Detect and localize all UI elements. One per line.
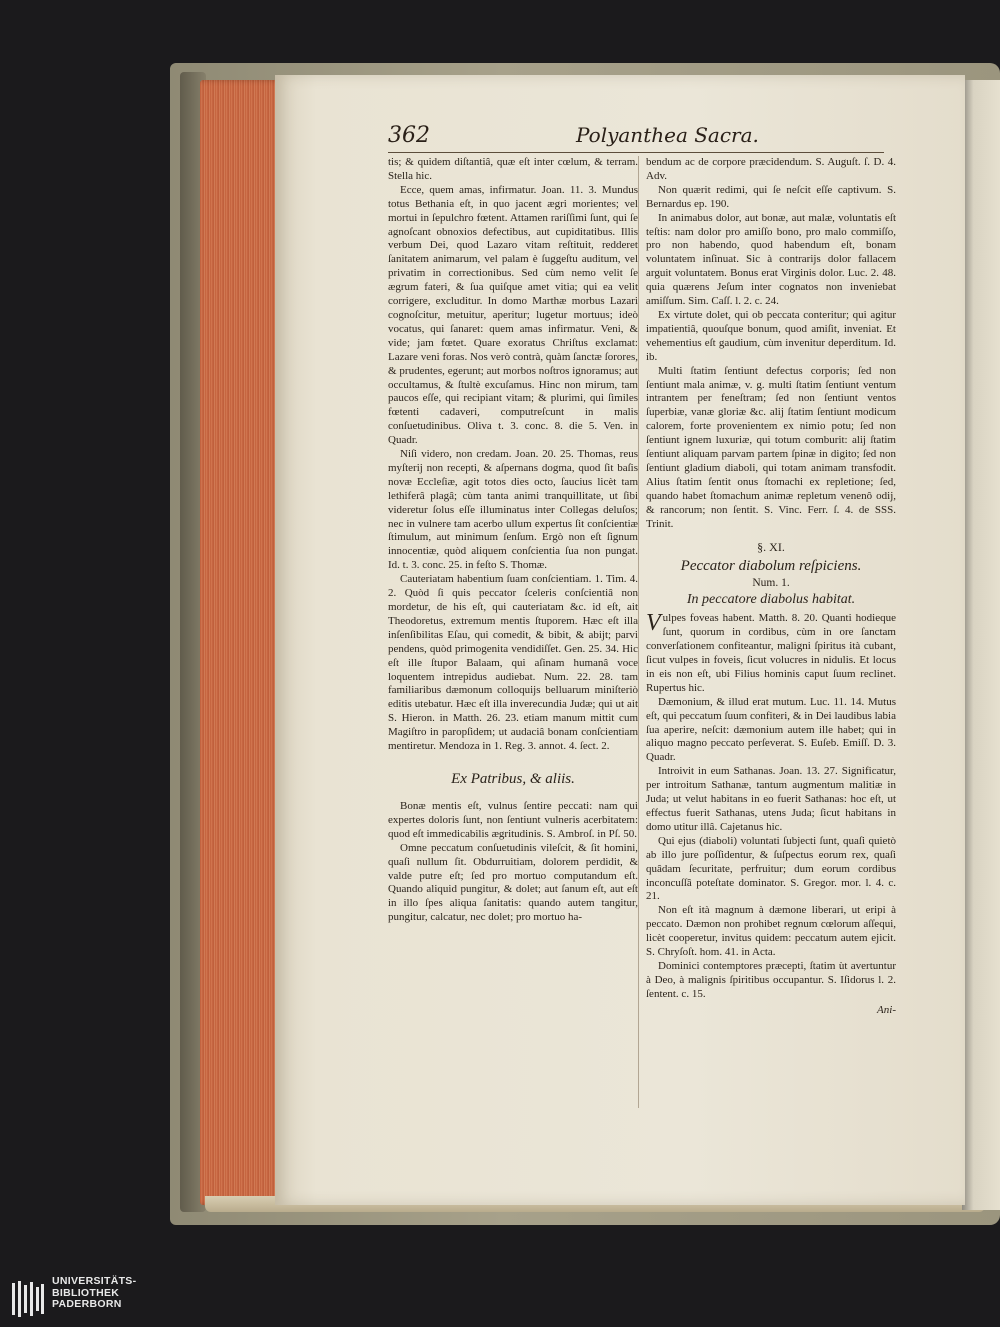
- logo-line: UNIVERSITÄTS-: [52, 1275, 137, 1287]
- paragraph: Cauteriatam habentium ſuam conſcientiam. 1. Tim. 4. 2. Quòd ſi quis peccator ſceleris conſcientiâ non mordetur, de his eſt, qui cauteriatam &c. id eſt, ait Theodoretus, extremum mentis ſtuporem. Hæc eſt illa inſenſibilitas Eſau, qui comedit, & bibit, & abijt; parvi pendens, quòd primogenita vendidiſſet. Gen. 25. 34. Hic eſt ille ſtupor Balaam, qui aſinam humanâ voce loquentem intrepidus audiebat. Num. 22. 28. tam familiaribus dæmonum colloquijs belluarum miniſteriò editis utebatur. Hæc eſt illa inverecundia Judæ; qui ut ait S. Hieron. in Matth. 26. 23. etiam manum mittit cum Magiſtro in paropſidem; ut audaciâ bonam conſcientiam mentiretur. Mendoza in 1. Reg. 3. annot. 4. ſect. 2.: [388, 573, 638, 753]
- section-title: Peccator diabolum reſpiciens.: [680, 558, 862, 575]
- logo-line: BIBLIOTHEK: [52, 1286, 120, 1299]
- left-column: [388, 156, 638, 925]
- section-number: §. XI.: [757, 540, 785, 555]
- right-column: [646, 156, 896, 1018]
- paragraph: In animabus dolor, aut bonæ, aut malæ, voluntatis eſt teſtis: nam dolor pro amiſſo bono, pro malo commiſſo, pro non habendo, quod habendum eſt, bonam voluntatem inſinuat. Sic à contrarijs dolor fallacem arguit voluntatem. Bonus erat Virginis dolor. Luc. 2. 48. quia quærens Jeſum inter cognatos non inveniebat amiſſum. Sim. Caſſ. l. 2. c. 24.: [646, 211, 896, 308]
- num-label: Num. 1.: [752, 577, 790, 590]
- paragraph: Non quærit redimi, qui ſe neſcit eſſe captivum. S. Bernardus ep. 190.: [646, 183, 896, 210]
- running-head: [388, 123, 884, 153]
- paragraph: Bonæ mentis eſt, vulnus ſentire peccati: nam qui expertes doloris ſunt, non ſentiunt vulneris acerbitatem: quod eſt immedicabilis ægritudinis. S. Ambroſ. in Pſ. 50.: [388, 799, 638, 840]
- library-logo-icon: [10, 1279, 46, 1319]
- paragraph: Multi ſtatim ſentiunt defectus corporis; ſed non ſentiunt mala animæ, v. g. multi ſtatim ſentiunt ventum intrantem per feneſtram; ſed non ſentiunt ventos ſuperbiæ, vanæ gloriæ &c. alij ſtatim ſentiunt modicum calorem, forte provenientem ex nimio potu; ſed non ſentiunt ignem luxuriæ, qui totum comburit: alij ſtatim ſentiunt aliquam parvam partem ſpinæ in digito; ſed non ſentiunt gladium diaboli, qui totam animam transfodit. Alius ſtatim ſentit onus ſtomachi ex repletione; ſed, quando habet ſtomachum animæ repletum venenô odij, & rancorum; non ſentit. S. Vinc. Ferr. ſ. 4. de SSS. Trinit.: [646, 364, 896, 530]
- paragraph: Dæmonium, & illud erat mutum. Luc. 11. 14. Mutus eſt, qui peccatum ſuum confiteri, & in Dei laudibus labia ſua aperire, neſcit: dæmonium autem ille habet; qui in aliquo magno peccato perſeverat. S. Euſeb. Emiſſ. D. 3. Quadr.: [646, 695, 896, 764]
- section-subtitle: In peccatore diabolus habitat.: [686, 592, 856, 608]
- header-rule: [388, 152, 884, 153]
- column-divider: [638, 156, 639, 1108]
- logo-line: PADERBORN: [52, 1298, 122, 1310]
- library-logo: [10, 1276, 170, 1324]
- catchword: Ani-: [877, 1003, 896, 1016]
- paragraph: tis; & quidem diſtantiâ, quæ eſt inter cœlum, & terram. Stella hic.: [388, 156, 638, 182]
- paragraph: Vulpes foveas habent. Matth. 8. 20. Quanti hodieque ſunt, quorum in cordibus, cùm in ore ſanctam converſationem confiteantur, maligni ſpiritus ità cubant, ſicut vulpes in foveis, ſicut volucres in nidulis. Et locus in eis non eſt, ubi Filius hominis caput ſuum reclinet. Rupertus hic.: [646, 610, 896, 694]
- section-heading: Ex Patribus, & aliis.: [451, 770, 575, 787]
- paragraph: Ex virtute dolet, qui ob peccata conteritur; qui agitur impatientiâ, quouſque bonum, quod amiſit, inveniat. Et vehementius eſt gaudium, cùm invenitur deperditum. Id. ib.: [646, 308, 896, 363]
- paragraph: Dominici contemptores præcepti, ſtatim ùt avertuntur à Deo, à malignis ſpiritibus occupantur. S. Iſidorus l. 2. ſentent. c. 15.: [646, 959, 896, 1000]
- paragraph: Omne peccatum conſuetudinis vileſcit, & ſit homini, quaſi nullum ſit. Obdurruitiam, dolorem perdidit, & valde putre eſt; ſed pro mortuo computandum eſt. Quando aliquid pungitur, & dolet; aut ſanum eſt, aut eſt in illo ſpes aliqua ſanitatis: quando autem tangitur, pungitur, calcatur, nec dolet; pro mortuo ha-: [388, 841, 638, 924]
- paragraph: Non eſt ità magnum à dæmone liberari, ut eripi à peccato. Dæmon non prohibet regnum cœlorum aſſequi, licèt cooperetur, invitus quidem: peccatum autem ejicit. S. Chryſoſt. hom. 41. in Acta.: [646, 904, 896, 959]
- paragraph: Qui ejus (diaboli) voluntati ſubjecti ſunt, quaſi quietò ab illo jure poſſidentur, & ſuſpectus eorum rex, quaſi quâdam ſecuritate, perfruitur; dum eorum cordibus inconcuſſâ poteſtate dominator. S. Gregor. mor. l. 4. c. 21.: [646, 834, 896, 903]
- paragraph: Introivit in eum Sathanas. Joan. 13. 27. Significatur, per introitum Sathanæ, tantum augmentum malitiæ in Juda; ut velut habitans in eo fuerit Sathanas: hoc eſt, ut effectus fuerit Sathanas, utens Juda; ſicut habitans in domo utitur illâ. Cajetanus hic.: [646, 765, 896, 833]
- facing-page-edge: [962, 80, 1000, 1210]
- page-number: 362: [388, 123, 430, 148]
- paragraph: bendum ac de corpore præcidendum. S. Auguſt. ſ. D. 4. Adv.: [646, 156, 896, 182]
- library-logo-text: [52, 1276, 170, 1311]
- page-edges: [200, 80, 286, 1205]
- paragraph: Niſi videro, non credam. Joan. 20. 25. Thomas, reus myſterij non recepti, & aſpernans dogma, quod ſit baſis novæ Eccleſiæ, agit totos dies octo, ſaucius licèt tam lethiferâ plagâ; cùm tanta animi tranquillitate, ut ſibi videretur ſolus eſſe illuminatus inter Collegas deluſos; nec in vulnere tam acerbo ullum expertus ſit conſcientiæ ſtimulum, aut minimum ſenſum. Ergò non eſt ſignum innocentiæ, quòd aliquem conſcientia ſua non pungat. Id. t. 3. conc. 25. in feſto S. Thomæ.: [388, 448, 638, 572]
- running-title: Polyanthea Sacra.: [576, 123, 759, 147]
- paragraph: Ecce, quem amas, infirmatur. Joan. 11. 3. Mundus totus Bethania eſt, in quo jacent ægri morientes; vel mortui in ſepulchro fœtent. Attamen rariſſimi ſunt, qui ſe agnoſcant obnoxios defectibus, aut cupiditatibus. Illis verbum Dei, quod Lazaro vitam reſtituit, redderet ſanitatem animarum, vel palam è ſuggeſtu auditum, vel privatim in correctionibus. Sed cùm nemo velit ſe ægrum fateri, & ſua quiſque amet vitia; qui ea velit corrigere, excluditur. In domo Marthæ morbus Lazari cognoſcitur, metuitur, aperitur; lugetur mortuus; ideò vocatus, qui ſanaret: quem amas infirmatur. Veni, & vide; jam fœtet. Quare exoratus Chriſtus exclamat: Lazare veni foras. Nos verò contrà, quàm ſanctæ ſorores, & prudentes, egerunt; aut morbos noſtros ignoramus; aut occultamus, & ſtultè excuſamus. Hinc non mirum, tam paucos eſſe, qui recipiant vitam; & plurimi, qui ſimiles fœtenti cadaveri, computreſcunt in malis conſuetudinibus. Oliva t. 3. conc. 8. die 5. Ven. in Quadr.: [388, 183, 638, 447]
